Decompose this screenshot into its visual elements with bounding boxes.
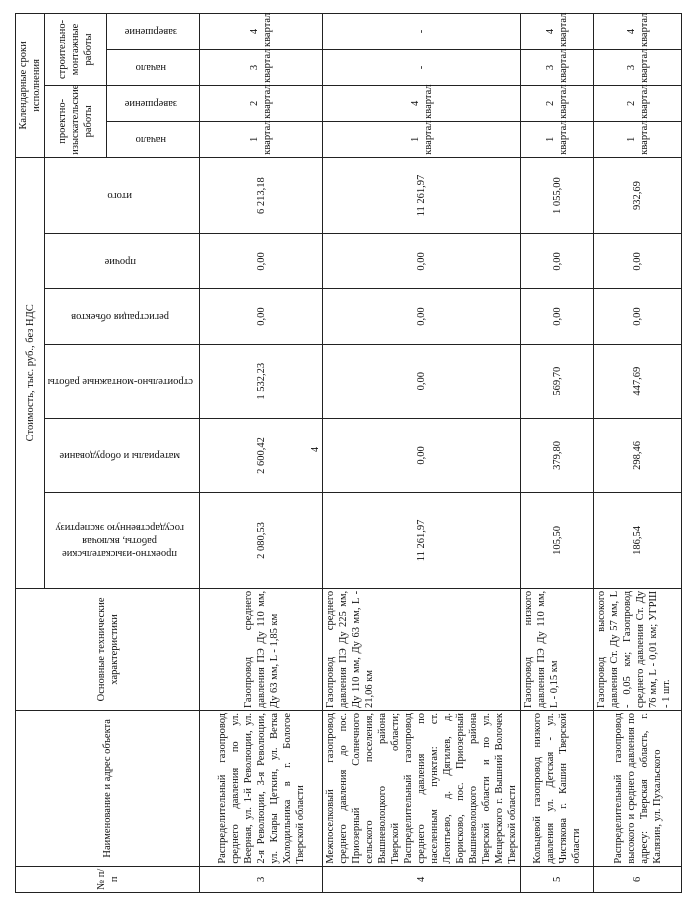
tech-spec: Газопровод высокого давления Ст. Ду 57 мм, L - 0,05 км; Газопровод среднего давления Ст. Ду 76 мм, L - 0,01 км; УГРШ - 1 шт.: [594, 588, 682, 710]
header-tech: Основные технические характеристики: [16, 588, 200, 710]
design-end: 2 квартал: [200, 85, 323, 121]
header-name: Наименование и адрес объекта: [16, 710, 200, 866]
design-start: 1 квартал: [521, 121, 594, 157]
header-design-start: начало: [107, 121, 200, 157]
cost-materials: 2 600,42: [200, 418, 323, 492]
rotated-table-container: [15, 12, 672, 893]
object-name: Распределительный газопровод высокого и среднего давления по адресу: Тверская область, г. Калязин, ул. Пухальского: [594, 710, 682, 866]
construction-end: 4 квартал: [200, 14, 323, 50]
table-row: [521, 14, 594, 893]
object-name: Распределительный газопровод среднего давления по ул. Веерная, ул. 1-й Революции, ул. 2-я Революции, 3-я Революции, ул. Клары Цеткин, ул. Ветка Холодильника в г. Бологое Тверской области: [200, 710, 323, 866]
header-cost-design: проектно-изыскательские работы, включая государственную экспертизу: [45, 493, 200, 589]
cost-total: 932,69: [594, 157, 682, 234]
design-start: 1 квартал: [323, 121, 521, 157]
header-num: № п/п: [16, 866, 200, 892]
cost-total: 11 261,97: [323, 157, 521, 234]
construction-start: 3 квартал: [594, 50, 682, 86]
header-construction-end: завершение: [107, 14, 200, 50]
tech-spec: Газопровод среднего давления ПЭ Ду 225 мм, Ду 110 мм, Ду 63 мм, L - 21,06 км: [323, 588, 521, 710]
design-end: 4 квартал: [323, 85, 521, 121]
header-construction-works: строительно-монтажные работы: [45, 14, 107, 86]
header-construction-start: начало: [107, 50, 200, 86]
header-design-end: завершение: [107, 85, 200, 121]
cost-registration: 0,00: [594, 289, 682, 344]
header-cost-materials: материалы и оборудование: [45, 418, 200, 492]
construction-start: 3 квартал: [521, 50, 594, 86]
header-cost-other: прочие: [45, 234, 200, 289]
cost-materials: 298,46: [594, 418, 682, 492]
cost-other: 0,00: [200, 234, 323, 289]
cost-construction: 447,69: [594, 344, 682, 418]
cost-registration: 0,00: [323, 289, 521, 344]
construction-end: 4 квартал: [594, 14, 682, 50]
design-end: 2 квартал: [521, 85, 594, 121]
object-name: Кольцевой газопровод низкого давления ул. Детская - ул. Чистякова г. Кашин Тверской области: [521, 710, 594, 866]
table-row: [200, 14, 323, 893]
cost-other: 0,00: [521, 234, 594, 289]
investment-table: [15, 13, 682, 893]
tech-spec: Газопровод низкого давления ПЭ Ду 110 мм, L - 0,15 км: [521, 588, 594, 710]
row-num: 6: [594, 866, 682, 892]
row-num: 3: [200, 866, 323, 892]
header-schedule-group: Календарные сроки исполнения: [16, 14, 45, 158]
design-end: 2 квартал: [594, 85, 682, 121]
cost-other: 0,00: [323, 234, 521, 289]
header-design-works: проектно-изыскательские работы: [45, 85, 107, 157]
row-num: 4: [323, 866, 521, 892]
design-start: 1 квартал: [200, 121, 323, 157]
header-cost-registration: регистрация объектов: [45, 289, 200, 344]
cost-design: 186,54: [594, 493, 682, 589]
cost-design: 105,50: [521, 493, 594, 589]
cost-total: 6 213,18: [200, 157, 323, 234]
cost-registration: 0,00: [200, 289, 323, 344]
construction-start: -: [323, 50, 521, 86]
cost-materials: 0,00: [323, 418, 521, 492]
tech-spec: Газопровод среднего давления ПЭ Ду 110 мм, Ду 63 мм, L - 1,85 км: [200, 588, 323, 710]
construction-end: 4 квартал: [521, 14, 594, 50]
header-cost-construction: строительно-монтажные работы: [45, 344, 200, 418]
header-cost-group: Стоимость, тыс. руб., без НДС: [16, 157, 45, 588]
table-row: [323, 14, 521, 893]
header-cost-total: итого: [45, 157, 200, 234]
cost-design: 11 261,97: [323, 493, 521, 589]
cost-construction: 1 532,23: [200, 344, 323, 418]
cost-registration: 0,00: [521, 289, 594, 344]
cost-materials: 379,80: [521, 418, 594, 492]
cost-construction: 0,00: [323, 344, 521, 418]
cost-total: 1 055,00: [521, 157, 594, 234]
cost-construction: 569,70: [521, 344, 594, 418]
construction-start: 3 квартал: [200, 50, 323, 86]
cost-other: 0,00: [594, 234, 682, 289]
design-start: 1 квартал: [594, 121, 682, 157]
table-row: [594, 14, 682, 893]
row-num: 5: [521, 866, 594, 892]
construction-end: -: [323, 14, 521, 50]
object-name: Межпоселковый газопровод среднего давления до пос. Приозерный Солнечного сельского поселения, Вышневолоцкого района Тверской области; Распределительный газопровод среднего давления по населенным пунктам: ст. Леонтьево, д. Дягилев, д. Борисково, пос. Приозерный Вышневолоцкого района Тверской области и по ул. Мещерского г. Вышний Волочек Тверской области: [323, 710, 521, 866]
page-number: 4: [310, 447, 321, 452]
cost-design: 2 080,53: [200, 493, 323, 589]
